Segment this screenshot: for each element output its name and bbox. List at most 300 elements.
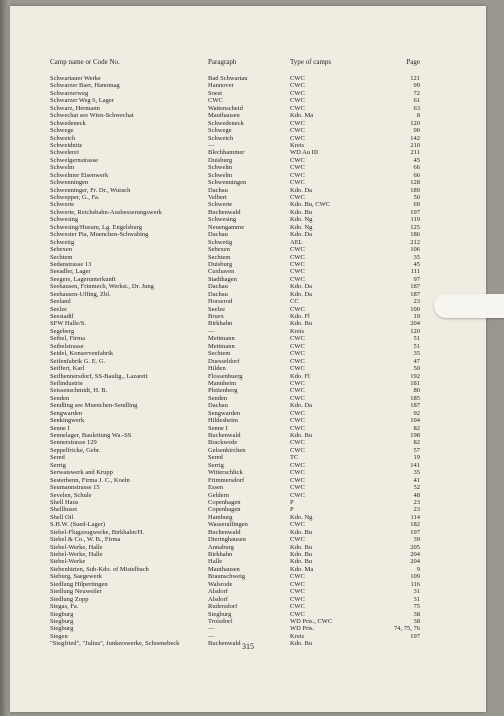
camp-name: Shell Oil [50,513,74,521]
paragraph: Sered [208,454,223,462]
camp-type: CWC [290,82,305,90]
table-row [10,135,486,142]
paragraph: Horserod [208,298,233,306]
paragraph: Schwetig [208,238,233,246]
page-ref: 35 [413,350,420,358]
camp-type: CWC [290,461,305,469]
paragraph: Buchenwald [208,208,241,216]
table-row [10,231,486,238]
camp-type: CWC [290,104,305,112]
camp-type: Kdo. Fl [290,313,310,320]
camp-name: Schweich [50,134,76,142]
page-ref: 125 [410,223,420,231]
camp-type: Kdo. Bu [290,558,313,566]
paragraph: Hildesheim [208,417,238,425]
table-row [10,194,486,201]
camp-name: Sevelen, Schule [50,491,92,499]
table-row [10,558,486,565]
paragraph: Duisburg [208,260,233,268]
table-row [10,492,486,499]
camp-type: CWC [290,89,305,97]
camp-type: CWC [290,119,305,127]
camp-name: Siebel-Werke, Halle [50,551,103,558]
table-row [10,209,486,216]
paragraph: Hilden [208,365,226,373]
camp-name: Schwelerei [50,149,79,157]
page-ref: 142 [410,134,420,142]
paragraph: Buchenwald [208,432,241,439]
camp-name: Sieburg, Saegewerk [50,573,102,581]
table-row [10,380,486,387]
camp-type: Kreis [290,141,305,149]
camp-type: CWC [290,246,305,254]
page-ref: 204 [410,320,420,328]
camp-type: P [290,498,294,506]
table-row [10,298,486,305]
camp-type: CWC [290,75,305,82]
camp-name: Schwetig [50,238,75,246]
paragraph: Duesseldorf [208,357,240,365]
camp-type: WD Au III [290,149,319,157]
page-ref: 45 [413,260,420,268]
camp-name: Seilindustrie [50,379,83,387]
paragraph: Frimmersdorf [208,476,245,484]
paragraph: Senden [208,394,228,402]
page-ref: 66 [413,164,420,172]
camp-type: CWC [290,484,305,492]
table-row [10,216,486,223]
camp-type: CWC [290,260,305,268]
page-ref: 121 [410,75,420,82]
paragraph: Schwenningen [208,179,247,187]
paragraph: Mauthausen [208,565,240,573]
page-ref: 205 [410,543,420,551]
camp-type: Kdo. Bu [290,208,313,216]
page-ref: 204 [410,551,420,558]
paragraph: Annaburg [208,543,234,551]
paragraph: Alsdorf [208,588,228,596]
page-ref: 212 [410,238,420,246]
camp-type: Kdo. Ma [290,565,314,573]
paragraph: Dachau [208,186,228,194]
camp-type: CWC [290,179,305,187]
page-ref: 128 [410,179,420,187]
page-ref: 116 [410,580,420,588]
table-row [10,618,486,625]
camp-type: CWC [290,573,305,581]
paragraph: Velbert [208,194,227,201]
book-binding [0,0,10,716]
page-ref: 198 [410,432,420,439]
camp-name: Sendling see Muenchen-Sendling [50,402,138,410]
paragraph: Halle [208,558,223,566]
page-ref: 92 [413,409,420,417]
page-ref: 8 [416,112,420,120]
paragraph: Hannover [208,82,234,90]
paragraph: Alsdorf [208,595,228,603]
index-table [10,75,486,648]
table-row [10,306,486,313]
camp-name: Sechtem [50,253,73,261]
paragraph: Dachau [208,231,228,239]
camp-name: Seeland [50,298,71,306]
table-row [10,402,486,409]
page-ref: 51 [413,335,420,343]
camp-name: Siegen [50,632,68,640]
camp-type: Kdo. Bu [290,432,313,439]
page-ref: 23 [413,506,420,514]
camp-type: CWC [290,387,305,395]
paragraph: Stadthagen [208,275,237,283]
page-ref: 19 [413,454,420,462]
page-ref: 192 [410,372,420,380]
table-row [10,157,486,164]
camp-type: Kreis [290,327,305,335]
header-camp: Camp name or Code No. [50,58,120,66]
camp-type: CWC [290,469,305,477]
table-row [10,187,486,194]
paragraph: Schwege [208,127,232,135]
page-ref: 104 [410,417,420,425]
page-ref: 35 [413,253,420,261]
camp-type: CWC [290,127,305,135]
camp-type: CWC [290,439,305,447]
paragraph: Sechtem [208,350,231,358]
page-ref: 38 [413,610,420,618]
paragraph: Mettmann [208,342,235,350]
table-row [10,625,486,632]
camp-type: CWC [290,446,305,454]
camp-type: Kdo. Da [290,290,313,298]
camp-type: CWC [290,156,305,164]
page-ref: 80 [413,387,420,395]
page-ref: 204 [410,558,420,566]
table-row [10,603,486,610]
page-ref: 69 [413,201,420,209]
camp-name: Schwarzer Baer, Hanomag [50,82,120,90]
table-row [10,97,486,104]
page-ref: 66 [413,171,420,179]
paragraph: Wasseralfingen [208,521,248,529]
paragraph: Copenhagen [208,506,241,514]
camp-name: Seehausen-Uffing, Zbl. [50,290,111,298]
page-ref: 197 [410,528,420,536]
paragraph: Dachau [208,290,228,298]
page-ref: 189 [410,186,420,194]
camp-name: Sesterhenn, Firma J. C., Koeln [50,476,130,484]
table-row [10,343,486,350]
camp-name: Siedlung Neuweiler [50,588,102,596]
camp-type: Kdo. Da [290,402,313,410]
table-row [10,105,486,112]
page-ref: 50 [413,365,420,373]
paragraph: Walsrode [208,580,233,588]
camp-name: Schwelmer Eisenwerk [50,171,109,179]
camp-type: CWC [290,588,305,596]
paragraph: Neuengamme [208,223,245,231]
page-ref: 182 [410,521,420,529]
camp-name: Schwenningen [50,179,89,187]
page-ref: 99 [413,82,420,90]
camp-name: Schwesing/Husum, Lg. Engelsburg [50,223,142,231]
page-ref: 41 [413,476,420,484]
camp-name: Seehausen, Frinmech, Werkst., Dr. Jung [50,283,154,291]
table-row [10,447,486,454]
camp-name: Sedanstrasse 13 [50,260,92,268]
paragraph: Witterschlick [208,469,243,477]
page-ref: 47 [413,357,420,365]
table-row [10,179,486,186]
paragraph: Sengwarden [208,409,241,417]
page-ref: 197 [410,632,420,640]
table-row [10,149,486,156]
camp-type: CWC [290,253,305,261]
paragraph: Seelze [208,305,225,313]
page-ref: 23 [413,298,420,306]
page-ref: 74, 75, 76 [394,625,420,633]
paragraph: Dieringhausen [208,536,246,544]
paragraph: Bad Schwartau [208,75,248,82]
table-row [10,410,486,417]
camp-name: Senden [50,394,70,402]
table-row [10,529,486,536]
camp-type: CWC [290,275,305,283]
table-row [10,484,486,491]
camp-name: Sennelager, Bauleitung Wa.-SS [50,432,132,439]
paragraph: Schwelm [208,171,233,179]
camp-type: Kdo. Ma [290,112,314,120]
camp-name: Segeberg [50,327,75,335]
paragraph: — [208,141,215,149]
page-ref: 82 [413,439,420,447]
camp-name: Seestadtl [50,313,74,320]
camp-name: Seumannstrasse 15 [50,484,100,492]
table-row [10,90,486,97]
camp-name: Schwarzerweg [50,89,89,97]
page-ref: 197 [410,208,420,216]
table-row [10,172,486,179]
camp-type: Kdo. Ng [290,223,313,231]
page-ref: 111 [410,268,420,276]
page-ref: 120 [410,119,420,127]
camp-type: Kdo. Da [290,231,313,239]
table-row [10,276,486,283]
camp-name: Schwenninger, Fr. Dr., Wurach [50,186,131,194]
camp-name: Schwepper, G., Fa. [50,194,100,201]
paragraph: Schwesing [208,216,237,224]
camp-type: CWC [290,536,305,544]
paragraph: — [208,625,215,633]
table-row [10,417,486,424]
table-row [10,395,486,402]
table-row [10,551,486,558]
camp-type: Kdo. Fl [290,372,310,380]
camp-type: Kdo. Ng [290,216,313,224]
page-ref: 210 [410,141,420,149]
camp-name: Sennerstrasse 129 [50,439,97,447]
camp-name: Schwerte [50,201,75,209]
table-row [10,313,486,320]
table-row [10,573,486,580]
table-row [10,127,486,134]
camp-name: Seelze [50,305,67,313]
table-row [10,246,486,253]
camp-type: WD Pris. [290,625,315,633]
paragraph: Serrig [208,461,224,469]
camp-name: Sered [50,454,65,462]
camp-type: Kdo. Bu [290,320,313,328]
camp-type: Kdo. Da [290,283,313,291]
camp-name: Schwelgernstrasse [50,156,99,164]
paragraph: Schwerte [208,201,233,209]
paragraph: Senne I [208,424,228,432]
paragraph: — [208,632,215,640]
camp-type: CWC [290,305,305,313]
page-ref: 23 [413,498,420,506]
camp-name: Seibel, Firma [50,335,86,343]
camp-name: Siebel & Co., W. B., Firma [50,536,121,544]
table-row [10,164,486,171]
camp-name: Schwechat see Wien-Schwechat [50,112,134,120]
paragraph: Troisdorf [208,617,233,625]
camp-type: CWC [290,171,305,179]
camp-name: Seppelfricke, Gebr. [50,446,101,454]
page-ref: 119 [410,216,420,224]
camp-name: Siegburg [50,625,74,633]
camp-type: CWC [290,164,305,172]
table-row [10,283,486,290]
camp-name: Schweidnitz [50,141,83,149]
paragraph: Braunschweig [208,573,246,581]
page-ref: 75 [413,603,420,611]
page-ref: 185 [410,394,420,402]
page-ref: 51 [413,342,420,350]
page-ref: 35 [413,469,420,477]
camp-name: Sengwarden [50,409,83,417]
table-row [10,425,486,432]
camp-type: Kdo. Da [290,186,313,194]
table-row [10,328,486,335]
table-row [10,291,486,298]
paragraph: Birkhahn [208,551,233,558]
page-ref: 186 [410,231,420,239]
table-row [10,201,486,208]
camp-type: CWC [290,595,305,603]
camp-name: Schwedeneck [50,119,86,127]
table-row [10,112,486,119]
page-ref: 45 [413,156,420,164]
table-row [10,239,486,246]
camp-name: Schwege [50,127,74,135]
camp-name: Seibelstrasse [50,342,84,350]
table-row [10,477,486,484]
camp-type: CWC [290,580,305,588]
paragraph: Flossenbuerg [208,372,243,380]
table-row [10,75,486,82]
page-ref: 39 [413,536,420,544]
page-ref: 50 [413,194,420,201]
paragraph: Dachau [208,283,228,291]
camp-type: CWC [290,268,305,276]
paragraph: Blechhammer [208,149,245,157]
table-row [10,82,486,89]
camp-name: Siegburg [50,617,74,625]
camp-name: SFW Halle/S. [50,320,86,328]
paragraph: Hamburg [208,513,233,521]
camp-name: Sebexen [50,246,73,254]
header-page: Page [406,58,420,66]
page-ref: 31 [413,595,420,603]
camp-name: Serwaiswerk and Krupp [50,469,113,477]
page-ref: 141 [410,461,420,469]
page-ref: 90 [413,127,420,135]
paragraph: Cuxhaven [208,268,235,276]
paragraph: Rudersdorf [208,603,238,611]
paragraph: — [208,327,215,335]
camp-name: Siebel-Flugzeugwerke, Birkhahn/H. [50,528,145,536]
page-ref: 187 [410,290,420,298]
paragraph: Essen [208,484,224,492]
camp-type: Kdo. Bu [290,528,313,536]
page-ref: 211 [410,149,420,157]
page-ref: 31 [413,588,420,596]
camp-name: Siedlung Zopp [50,595,89,603]
camp-type: CWC [290,357,305,365]
camp-name: Siedlung Hilpertingen [50,580,108,588]
table-row [10,261,486,268]
page-ref: 114 [410,513,420,521]
camp-type: CWC [290,491,305,499]
table-row [10,536,486,543]
paragraph: Gelsenkirchen [208,446,246,454]
camp-name: Schwarz, Hermann [50,104,100,112]
document-page [10,6,486,712]
paragraph: Buchenwald [208,528,241,536]
camp-name: Senkingwerk [50,417,85,425]
page-ref: 61 [413,97,420,105]
table-row [10,373,486,380]
page-ref: 38 [413,617,420,625]
camp-name: Schwerte, Reichsbahn-Ausbesserungswerk [50,208,162,216]
table-row [10,611,486,618]
camp-name: "Siegfried", "Julius", Junkerswerke, Schoenebeck [50,640,180,648]
table-row [10,142,486,149]
table-row [10,521,486,528]
camp-name: Seifenfabrik G. E. G. [50,357,106,365]
page-ref: 100 [410,305,420,313]
table-row [10,432,486,439]
table-row [10,514,486,521]
page-ref: 120 [410,327,420,335]
table-row [10,506,486,513]
header-paragraph: Paragraph [208,58,237,66]
page-ref: 57 [413,446,420,454]
page-number: 315 [242,642,254,651]
table-row [10,544,486,551]
camp-type: CWC [290,603,305,611]
page-ref: 187 [410,402,420,410]
camp-type: Kdo. Bu [290,543,313,551]
camp-name: Seissenschmidt, H. B. [50,387,108,395]
camp-type: CWC [290,365,305,373]
camp-type: CC [290,298,299,306]
table-row [10,335,486,342]
camp-type: TC [290,454,299,462]
table-row [10,254,486,261]
page-ref: 63 [413,104,420,112]
camp-name: Schwarzer Weg 6, Lager [50,97,114,105]
table-row [10,633,486,640]
